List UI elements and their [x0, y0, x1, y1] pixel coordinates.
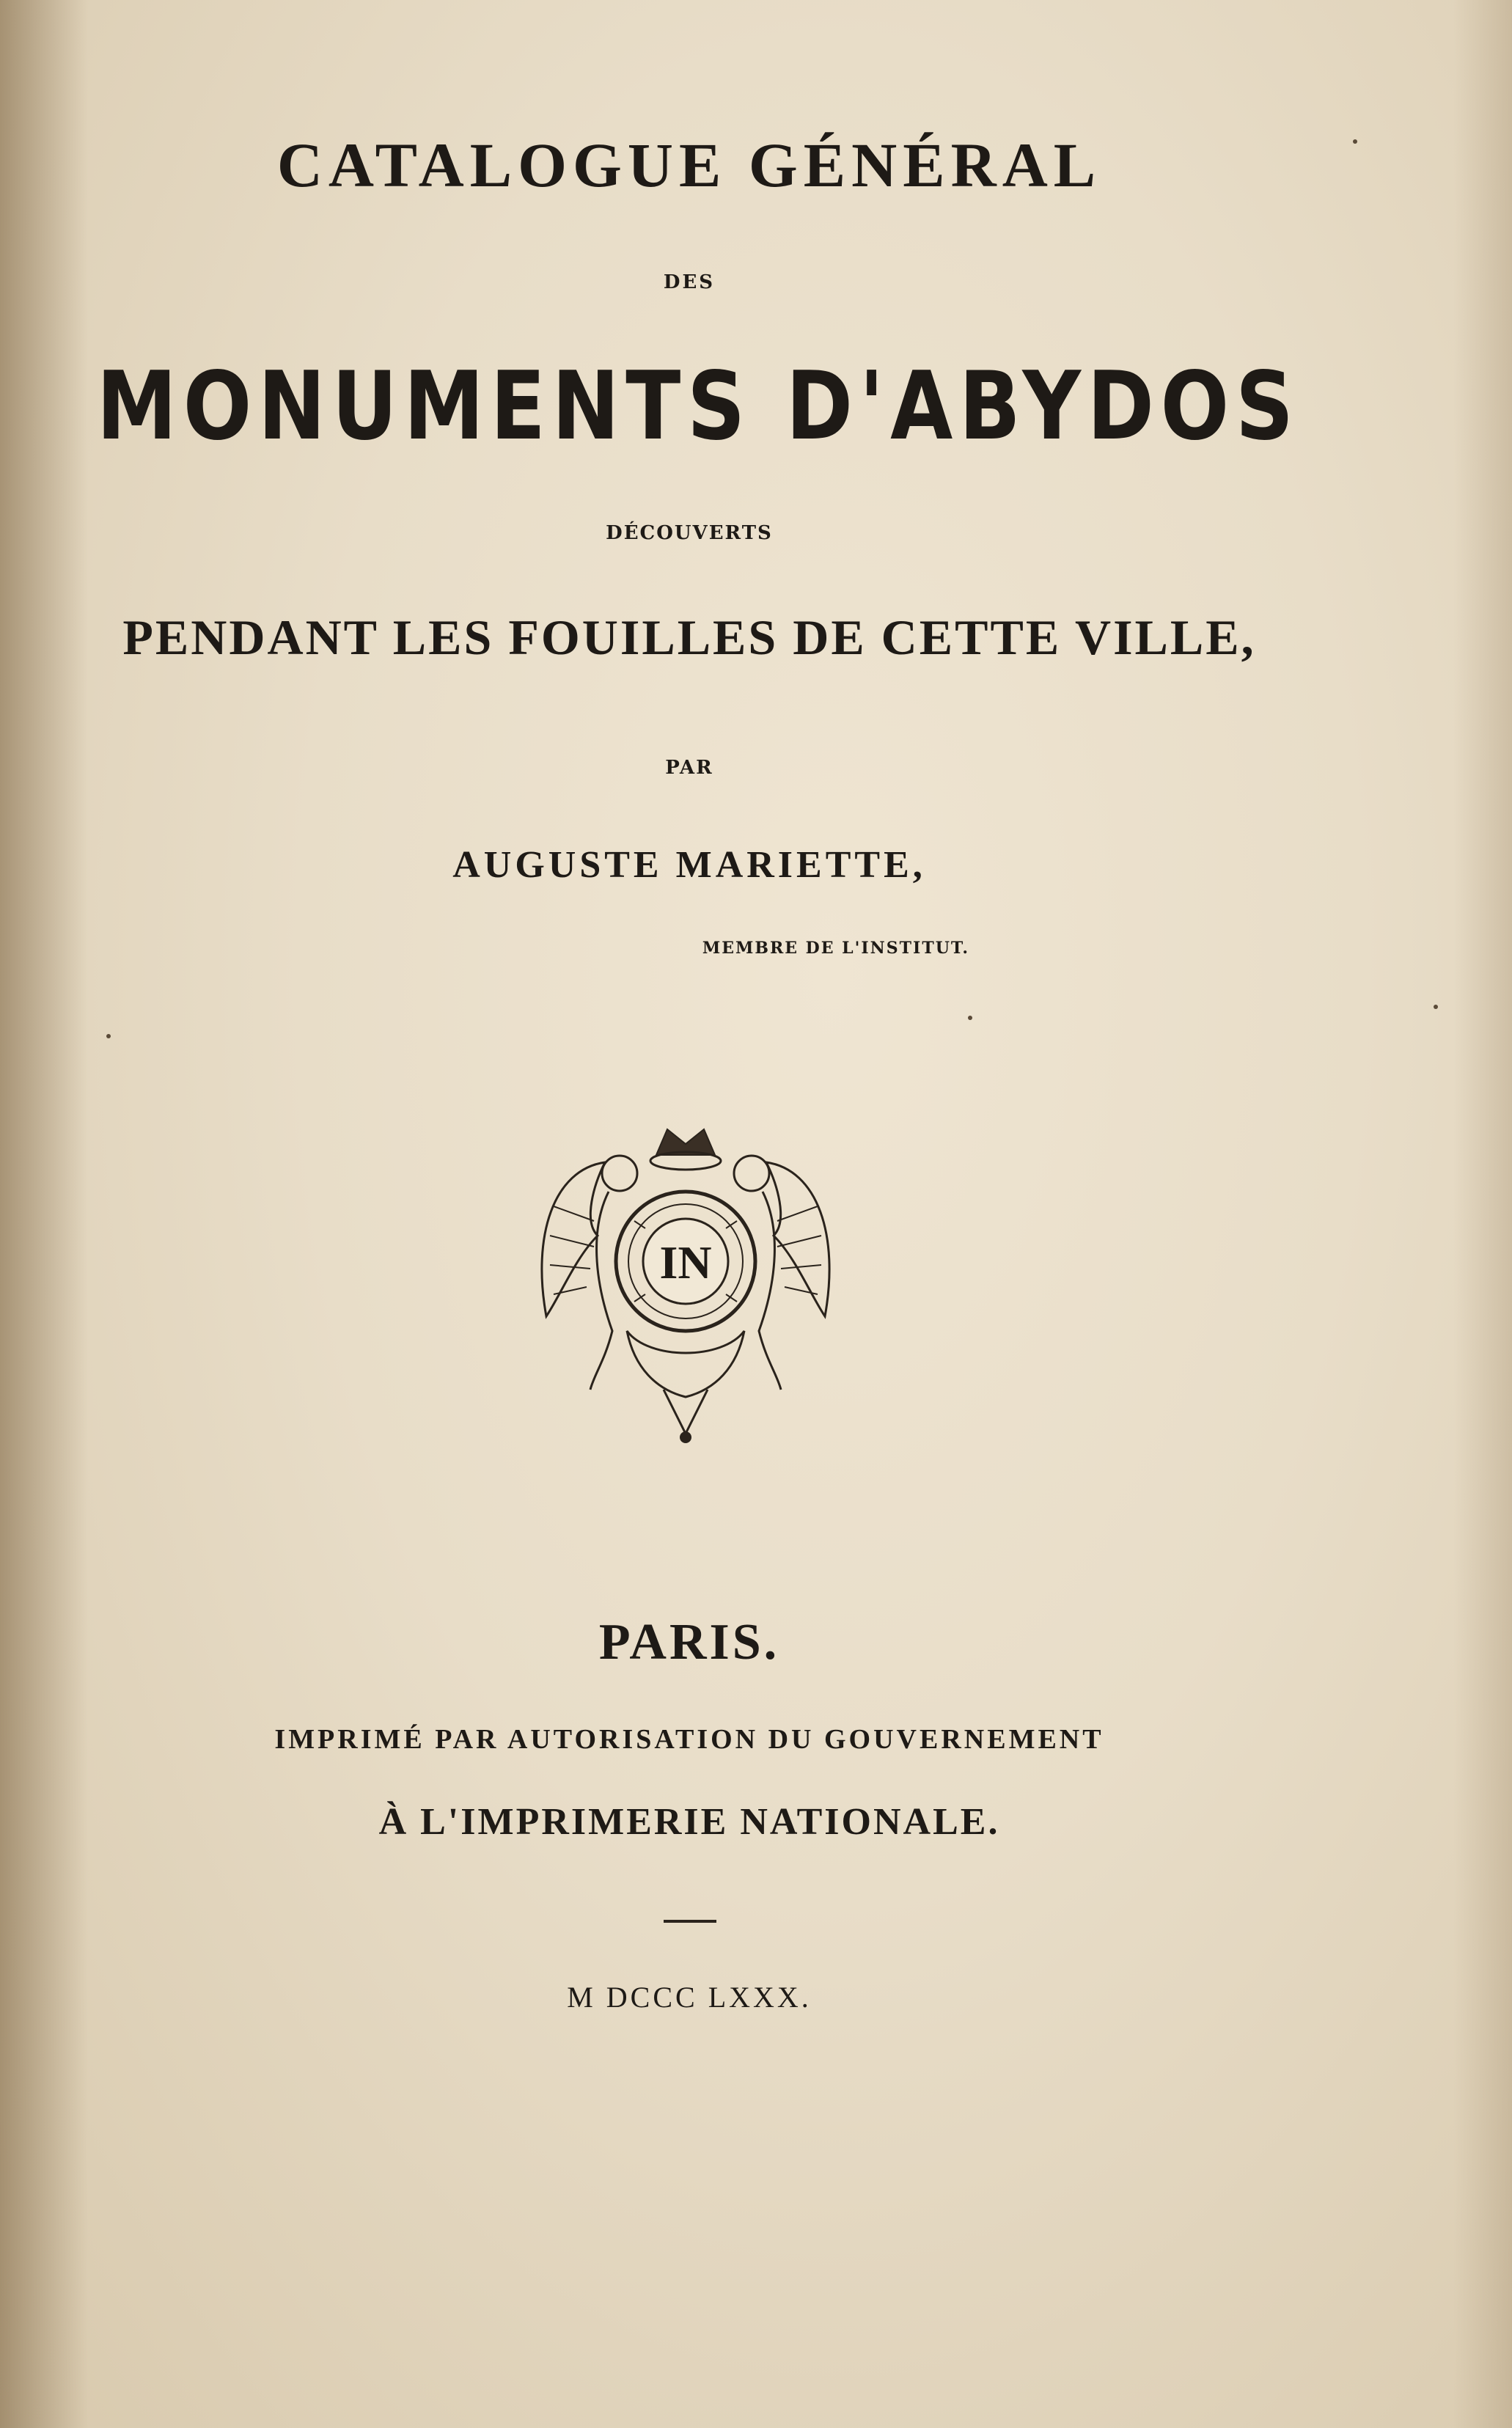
des-word: DES — [663, 271, 716, 293]
paper-speck — [106, 1034, 111, 1038]
main-title: MONUMENTS D'ABYDOS — [96, 352, 1300, 461]
decouverts-word: DÉCOUVERTS — [606, 522, 773, 544]
printer-name: À L'IMPRIMERIE NATIONALE. — [378, 1801, 1000, 1843]
paper-speck — [1434, 1005, 1438, 1009]
page-edge-shadow — [1453, 0, 1512, 2428]
catalogue-heading: CATALOGUE GÉNÉRAL — [276, 130, 1102, 200]
subtitle: PENDANT LES FOUILLES DE CETTE VILLE, — [122, 609, 1256, 665]
page-gutter-shadow — [0, 0, 88, 2428]
paper-speck — [1353, 139, 1357, 144]
printing-authorisation: IMPRIMÉ PAR AUTORISATION DU GOUVERNEMENT — [274, 1724, 1104, 1755]
paper-speck — [968, 1016, 972, 1020]
divider-rule — [664, 1920, 716, 1923]
place-of-publication: PARIS. — [598, 1614, 780, 1670]
par-word: PAR — [665, 757, 713, 779]
imperial-printing-emblem-icon — [524, 1111, 847, 1448]
author-name: AUGUSTE MARIETTE, — [452, 844, 926, 886]
emblem-monogram: IN — [659, 1236, 712, 1288]
author-title: MEMBRE DE L'INSTITUT. — [702, 939, 970, 958]
publication-year: M DCCC LXXX. — [567, 1981, 812, 2014]
